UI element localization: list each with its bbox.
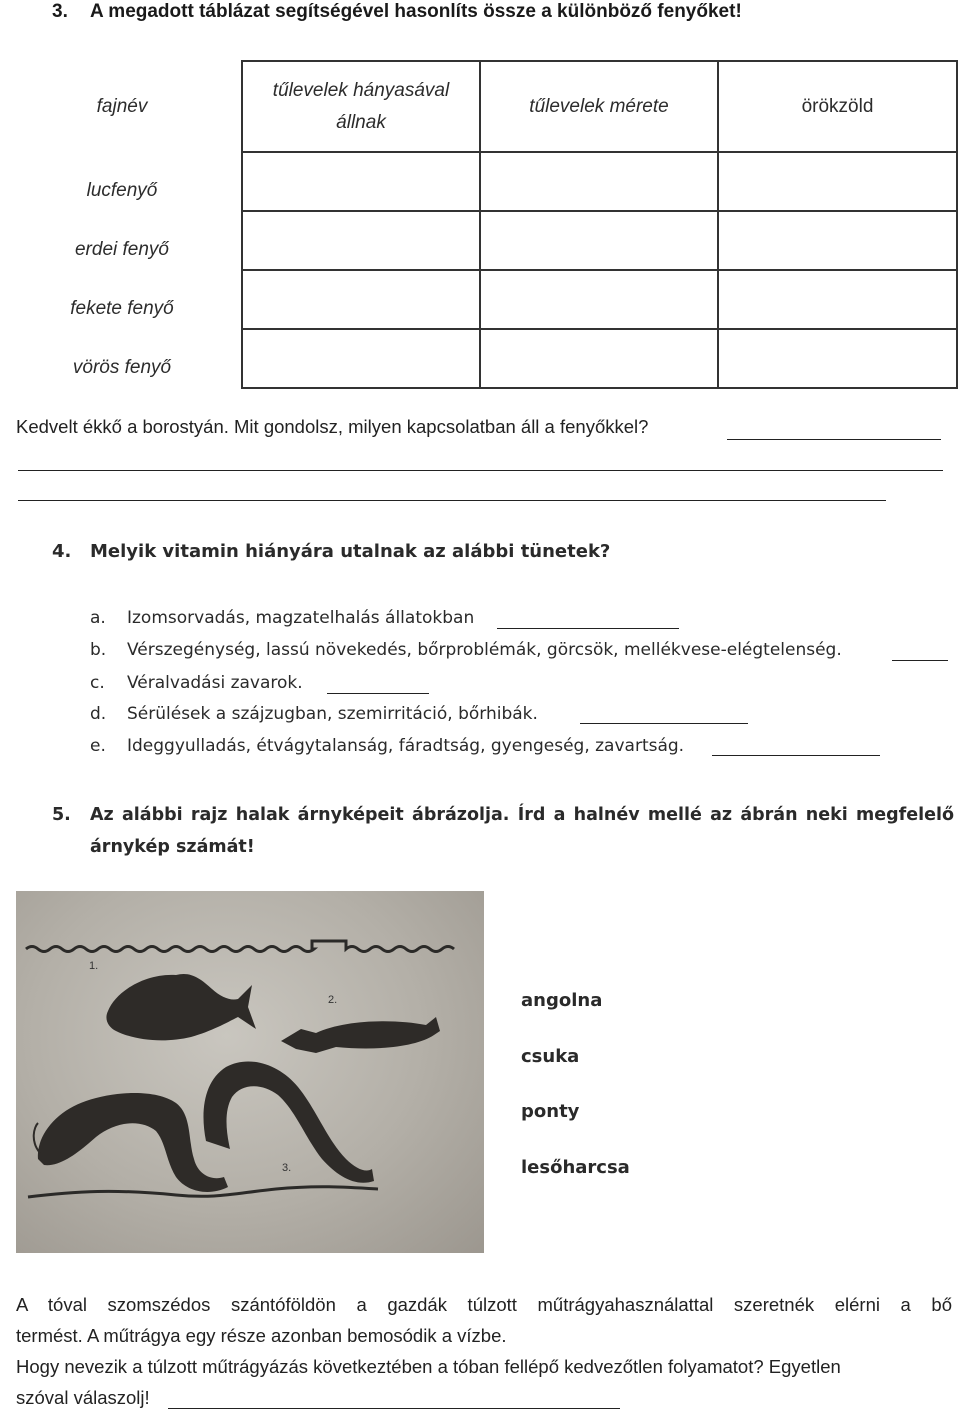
table-row [3,329,957,388]
list-item [90,704,538,724]
answer-line[interactable] [18,470,943,471]
task3-title: A megadott táblázat segítségével hasonlíts össze a különböző fenyőket! [90,1,742,22]
answer-cell[interactable] [480,329,718,388]
answer-cell[interactable] [718,211,957,270]
answer-line[interactable] [727,439,941,440]
answer-line[interactable] [168,1408,620,1409]
closing-line: A tóval szomszédos szántóföldön a gazdák túlzott műtrágyahasználattal szeretnék elérni a bő [16,1294,952,1315]
species-name: vörös fenyő [72,356,172,378]
species-name: fekete fenyő [70,297,174,319]
closing-line: Hogy nevezik a túlzott műtrágyázás következtében a tóban fellépő kedvezőtlen folyamatot? Egyetlen [16,1356,841,1377]
item-text: Véralvadási zavarok. [127,673,303,693]
task4-number: 4. [52,541,72,562]
carp-silhouette [106,974,256,1040]
fish-name: csuka [521,1046,580,1067]
task3-heading [52,1,952,23]
fish-name: ponty [521,1101,580,1122]
species-name-cell [3,152,242,211]
fish-name: lesőharcsa [521,1157,630,1178]
species-name: erdei fenyő [74,238,169,260]
list-item [90,736,684,756]
answer-cell[interactable] [718,270,957,329]
answer-line[interactable] [327,693,429,694]
answer-cell[interactable] [480,211,718,270]
answer-cell[interactable] [242,152,480,211]
table-header-cell: fajnév [96,95,148,117]
figure-label-2: 2. [328,994,338,1006]
task3-number: 3. [52,1,68,22]
answer-cell[interactable] [242,211,480,270]
task4-title: Melyik vitamin hiányára utalnak az alábbi tünetek? [90,541,611,562]
water-surface-line [26,941,454,952]
list-item [90,640,842,660]
item-text: Vérszegénység, lassú növekedés, bőrproblémák, görcsök, mellékvese-elégtelenség. [127,640,842,660]
answer-line[interactable] [892,660,948,661]
table-header-cell: tűlevelek hányasával állnak [242,61,480,152]
pike-silhouette [281,1017,440,1053]
answer-cell[interactable] [242,270,480,329]
amber-question-text: Kedvelt ékkő a borostyán. Mit gondolsz, milyen kapcsolatban áll a fenyőkkel? [16,416,649,437]
task5-title: Az alábbi rajz halak árnyképeit ábrázolja. Írd a halnév mellé az ábrán neki megfelelő [90,805,954,825]
fish-silhouette-photo [16,891,484,1253]
figure-label-1: 1. [89,960,99,972]
catfish-silhouette [38,1093,228,1192]
task5-number: 5. [52,805,71,825]
answer-cell[interactable] [480,270,718,329]
item-letter: c. [90,673,105,693]
answer-line[interactable] [580,723,748,724]
amber-question [16,416,648,438]
table-row [3,270,957,329]
list-item [90,608,474,628]
task5-heading [52,799,954,863]
pine-comparison-table [3,60,958,389]
table-row [3,152,957,211]
closing-last-text: szóval válaszolj! [16,1387,150,1408]
table-row [3,211,957,270]
table-header-row [3,61,957,152]
answer-line[interactable] [712,755,880,756]
item-text: Ideggyulladás, étvágytalanság, fáradtság, gyengeség, zavartság. [127,736,685,756]
item-letter: b. [90,640,107,660]
task4-heading [52,541,610,562]
list-item [90,673,303,693]
species-name-cell [3,211,242,270]
item-letter: d. [90,704,107,724]
answer-cell[interactable] [242,329,480,388]
answer-line[interactable] [18,500,886,501]
item-text: Izomsorvadás, magzatelhalás állatokban [127,608,475,628]
task5-heading-line [52,799,954,831]
task5-title-continued: árnykép számát! [90,837,255,857]
figure-label-3: 3. [282,1162,292,1174]
fish-silhouette-drawing [16,891,484,1253]
closing-line: termést. A műtrágya egy része azonban bemosódik a vízbe. [16,1325,507,1346]
item-letter: a. [90,608,106,628]
species-name-cell [3,270,242,329]
closing-paragraph [16,1289,952,1413]
table-header-cell: örökzöld [718,61,957,152]
item-letter: e. [90,736,106,756]
species-name-cell [3,329,242,388]
answer-cell[interactable] [718,152,957,211]
answer-cell[interactable] [480,152,718,211]
table-header-cell: tűlevelek mérete [480,61,718,152]
fish-name: angolna [521,990,603,1011]
answer-cell[interactable] [718,329,957,388]
item-text: Sérülések a szájzugban, szemirritáció, bőrhibák. [127,704,538,724]
species-name: lucfenyő [86,179,158,201]
answer-line[interactable] [497,628,679,629]
